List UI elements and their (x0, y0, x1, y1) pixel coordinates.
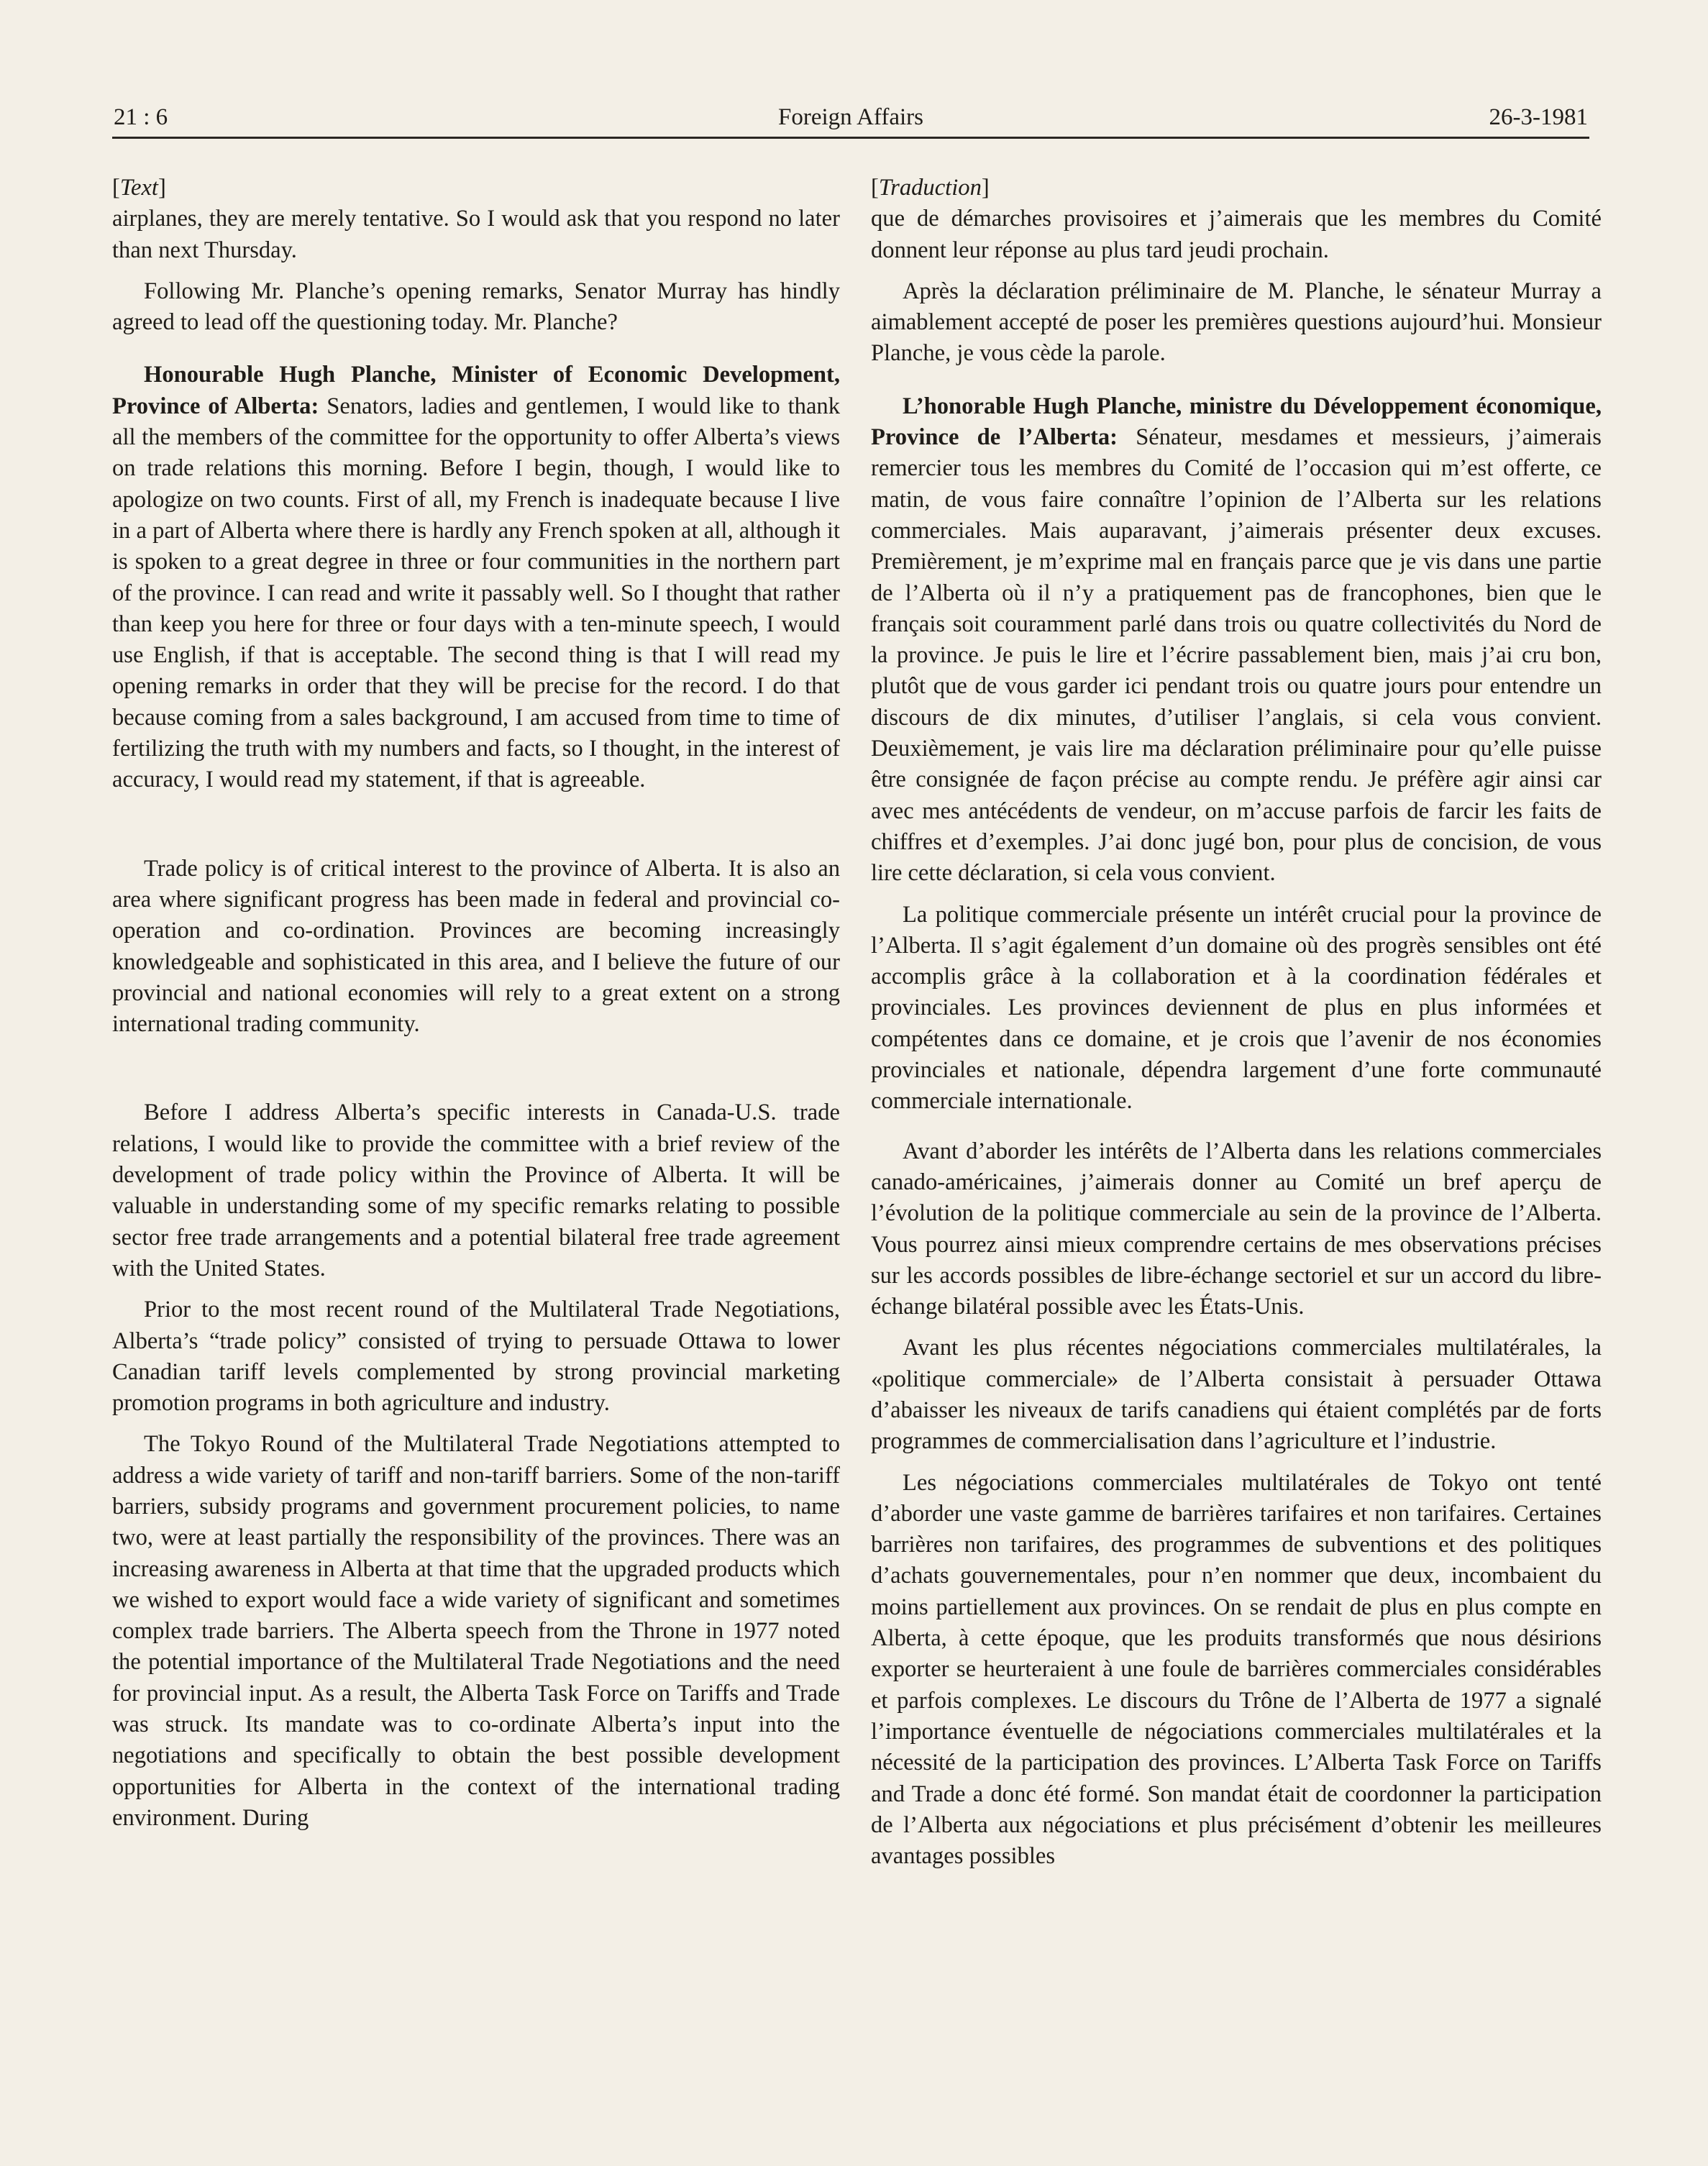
paragraph: Les négociations commerciales multilatérales de Tokyo ont tenté d’aborder une vaste gamme de barrières tarifaires et non tarifaires. Certaines barrières non tarifaires, des programmes de subventions et des politiques d’achats gouvernementales, pour n’en nommer que deux, incombaient du moins partiellement aux provinces. On se rendait de plus en plus compte en Alberta, à cette époque, que les produits transformés que nous désirions exporter se heurteraient à une foule de barrières commerciales considérables et parfois complexes. Le discours du Trône de l’Alberta de 1977 a signalé l’importance éventuelle de négociations commerciales multilatérales et la nécessité de la participation des provinces. L’Alberta Task Force on Tariffs and Trade a donc été formé. Son mandat était de coordonner la participation de l’Alberta aux négociations et plus précisément d’obtenir les meilleures avantages possibles (871, 1469, 1602, 1870)
text-marker: [Text] (112, 175, 166, 201)
paragraph: Avant les plus récentes négociations commerciales multilatérales, la «politique commerciale» de l’Alberta consistait à persuader Ottawa d’abaisser les niveaux de tarifs canadiens qui étaient complétés par de forts programmes de commercialisation dans l’agriculture et l’industrie. (871, 1335, 1602, 1455)
translation-marker: [Traduction] (871, 175, 990, 201)
paragraph: Honourable Hugh Planche, Minister of Economic Development, Province of Alberta: Senators, ladies and gentlemen, I would like to thank all the members of the committee for the opportunity to offer Alberta’s views on trade relations this morning. Before I begin, though, I would like to apologize on two counts. First of all, my French is inadequate because I live in a part of Alberta where there is hardly any French spoken at all, although it is spoken to a great degree in three or four communities in the northern part of the province. I can read and write it passably well. So I thought that rather than keep you here for three or four days with a ten-minute speech, I would use English, if that is acceptable. The second thing is that I will read my opening remarks in order that they will be precise for the record. I do that because coming from a sales background, I am accused from time to time of fertilizing the truth with my numbers and facts, so I thought, in the interest of accuracy, I would read my statement, if that is agreeable. (112, 362, 841, 793)
paragraph: Trade policy is of critical interest to the province of Alberta. It is also an area where significant progress has been made in federal and provincial co-operation and co-ordination. Provinces are becoming increasingly knowledgeable and sophisticated in this area, and I believe the future of our provincial and national economies will rely to a great extent on a strong international trading community. (112, 855, 840, 1038)
paragraph: que de démarches provisoires et j’aimerais que les membres du Comité donnent leur réponse au plus tard jeudi prochain. (871, 206, 1602, 263)
page-header (112, 98, 1589, 139)
paragraph: La politique commerciale présente un intérêt crucial pour la province de l’Alberta. Il s’agit également d’un domaine où des progrès sensibles ont été accomplis grâce à la collaboration et à la coordination fédérales et provinciales. Les provinces deviennent de plus en plus informées et compétentes dans ce domaine, et je crois que l’avenir de nos économies provinciales et nationale, dépendra largement d’une forte communauté commerciale internationale. (871, 901, 1602, 1115)
paragraph: The Tokyo Round of the Multilateral Trade Negotiations attempted to address a wide variety of tariff and non-tariff barriers. Some of the non-tariff barriers, subsidy programs and government procurement policies, to name two, were at least partially the responsibility of the provinces. There was an increasing awareness in Alberta at that time that the upgraded products which we wished to export would face a wide variety of significant and sometimes complex trade barriers. The Alberta speech from the Throne in 1977 noted the potential importance of the Multilateral Trade Negotiations and the need for provincial input. As a result, the Alberta Task Force on Tariffs and Trade was struck. Its mandate was to co-ordinate Alberta’s input into the negotiations and specifically to obtain the best possible development opportunities for Alberta in the context of the international trading environment. During (112, 1431, 840, 1831)
paragraph: L’honorable Hugh Planche, ministre du Développement économique, Province de l’Alberta: Sénateur, mesdames et messieurs, j’aimerais remercier tous les membres du Comité de l’occasion qui m’est offerte, ce matin, de vous faire connaître l’opinion de l’Alberta sur les relations commerciales. Mais auparavant, j’aimerais présenter deux excuses. Premièrement, je m’exprime mal en français parce que je vis dans une partie de l’Alberta où il n’y a pratiquement pas de francophones, bien que le français soit couramment parlé dans trois ou quatre collectivités du Nord de la province. Je puis le lire et l’écrire passablement bien, mais j’ai cru bon, plutôt que de vous garder ici pendant trois ou quatre jours pour entendre un discours de dix minutes, d’utiliser l’anglais, si cela vous convient. Deuxièmement, je vais lire ma déclaration préliminaire pour qu’elle puisse être consignée de façon précise au compte rendu. Je préfère agir ainsi car avec mes antécédents de vendeur, on m’accuse parfois de farcir les faits de chiffres et d’exemples. J’ai donc jugé bon, pour plus de concision, de vous lire cette déclaration, si cela vous convient. (871, 393, 1602, 887)
speaker-name: Honourable Hugh Planche, Minister of Economic Development, Province of Alberta: (112, 362, 840, 419)
paragraph: Following Mr. Planche’s opening remarks, Senator Murray has hindly agreed to lead off the questioning today. Mr. Planche? (112, 278, 840, 336)
paragraph: Prior to the most recent round of the Multilateral Trade Negotiations, Alberta’s “trade policy” consisted of trying to persuade Ottawa to lower Canadian tariff levels complemented by strong provincial marketing promotion programs in both agriculture and industry. (112, 1297, 840, 1417)
page-number: 21 : 6 (114, 104, 168, 130)
speaker-name: L’honorable Hugh Planche, ministre du Développement économique, Province de l’Alberta: (871, 393, 1602, 451)
english-column (112, 173, 840, 1834)
publication-title: Foreign Affairs (778, 104, 923, 130)
paragraph: Avant d’aborder les intérêts de l’Alberta dans les relations commerciales canado-américaines, j’aimerais donner au Comité un bref aperçu de l’évolution de la politique commerciale au sein de la province de l’Alberta. Vous pourrez ainsi mieux comprendre certains de mes observations précises sur les accords possibles de libre-échange sectoriel et sur un accord du libre-échange bilatéral possible avec les États-Unis. (871, 1138, 1602, 1320)
french-column (871, 173, 1602, 1872)
paragraph: Before I address Alberta’s specific interests in Canada-U.S. trade relations, I would like to provide the committee with a brief review of the development of trade policy within the Province of Alberta. It will be valuable in understanding some of my specific remarks relating to possible sector free trade arrangements and a potential bilateral free trade agreement with the United States. (112, 1100, 840, 1281)
paragraph: airplanes, they are merely tentative. So I would ask that you respond no later than next Thursday. (112, 206, 840, 263)
sitting-date: 26-3-1981 (1489, 104, 1588, 130)
paragraph: Après la déclaration préliminaire de M. Planche, le sénateur Murray a aimablement accepté de poser les premières questions aujourd’hui. Monsieur Planche, je vous cède la parole. (871, 278, 1602, 367)
